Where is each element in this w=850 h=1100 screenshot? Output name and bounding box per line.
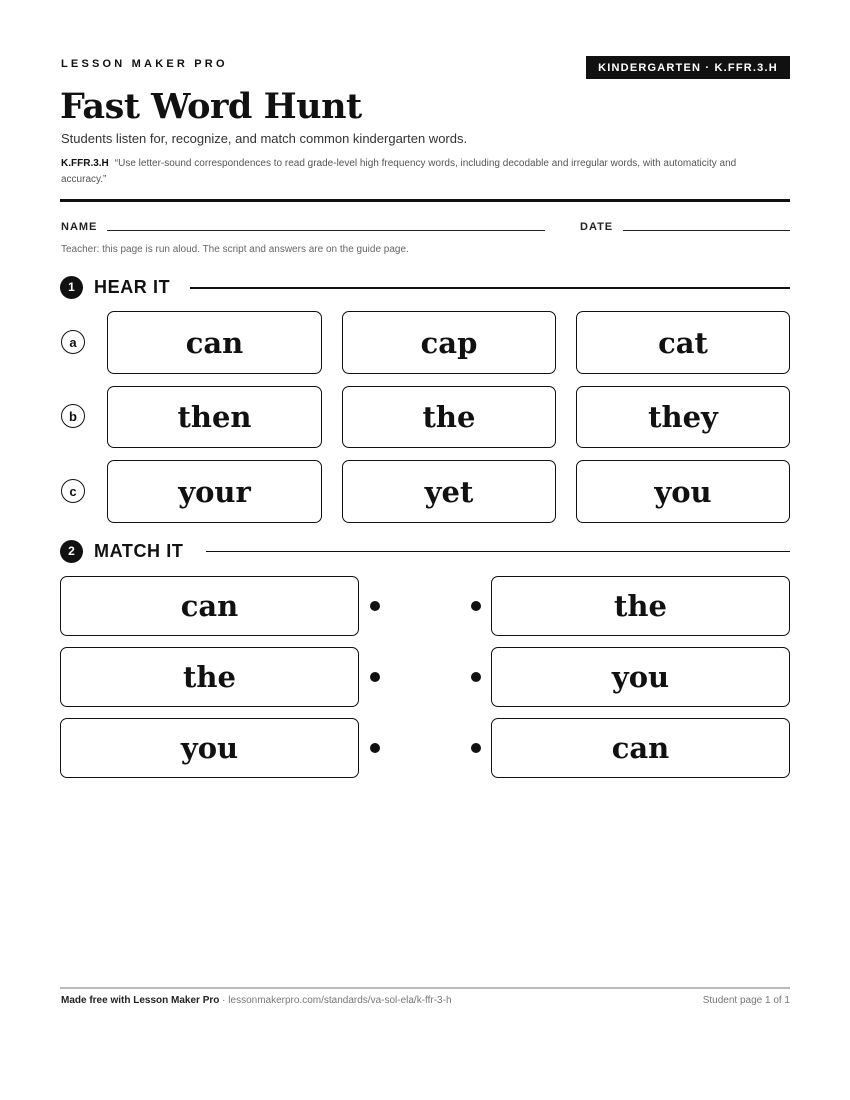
- footer-url[interactable]: lessonmakerpro.com/standards/va-sol-ela/k-ffr-3-h: [228, 995, 452, 1006]
- word-card-c3[interactable]: you: [576, 460, 790, 523]
- footer-divider: [60, 987, 790, 989]
- footer-credit: [61, 995, 452, 1006]
- section-divider: [190, 287, 790, 289]
- footer-separator: ·: [219, 995, 229, 1006]
- section-number-badge: 1: [60, 276, 83, 299]
- section-divider: [206, 551, 790, 552]
- match-left-dot-3[interactable]: [370, 743, 380, 753]
- row-letter-b: b: [61, 404, 85, 428]
- match-left-card-1[interactable]: can: [60, 576, 359, 636]
- match-right-dot-3[interactable]: [471, 743, 481, 753]
- match-left-card-3[interactable]: you: [60, 718, 359, 778]
- brand-name: LESSON MAKER PRO: [61, 58, 228, 70]
- match-right-card-3[interactable]: can: [491, 718, 790, 778]
- name-field[interactable]: [107, 230, 545, 231]
- section-title: MATCH IT: [94, 540, 184, 561]
- teacher-note: Teacher: this page is run aloud. The script and answers are on the guide page.: [61, 244, 409, 255]
- footer-made-with: Made free with Lesson Maker Pro: [61, 995, 220, 1006]
- word-card-a3[interactable]: cat: [576, 311, 790, 374]
- match-right-dot-1[interactable]: [471, 601, 481, 611]
- page-title: Fast Word Hunt: [60, 86, 362, 127]
- grade-badge: KINDERGARTEN · K.FFR.3.H: [586, 56, 790, 79]
- header-divider: [60, 199, 790, 202]
- standard-text: “Use letter-sound correspondences to read grade-level high frequency words, including decodable and irregular words, with automaticity and accuracy.”: [61, 158, 737, 185]
- match-right-card-1[interactable]: the: [491, 576, 790, 636]
- section-hear-it-header: [60, 274, 170, 300]
- section-number-badge: 2: [60, 540, 83, 563]
- word-card-c2[interactable]: yet: [342, 460, 556, 523]
- match-left-card-2[interactable]: the: [60, 647, 359, 707]
- match-left-dot-1[interactable]: [370, 601, 380, 611]
- section-match-it-header: [60, 538, 183, 564]
- match-right-dot-2[interactable]: [471, 672, 481, 682]
- page-subtitle: Students listen for, recognize, and match common kindergarten words.: [61, 131, 468, 146]
- word-card-a2[interactable]: cap: [342, 311, 556, 374]
- word-card-b3[interactable]: they: [576, 386, 790, 448]
- footer-page-number: Student page 1 of 1: [702, 995, 790, 1006]
- row-letter-a: a: [61, 330, 85, 354]
- standard-description: [61, 156, 781, 188]
- word-card-a1[interactable]: can: [107, 311, 322, 374]
- date-label: DATE: [580, 221, 614, 233]
- date-field[interactable]: [623, 230, 790, 231]
- row-letter-c: c: [61, 479, 85, 503]
- name-label: NAME: [61, 221, 98, 233]
- match-left-dot-2[interactable]: [370, 672, 380, 682]
- section-title: HEAR IT: [94, 276, 171, 297]
- standard-code: K.FFR.3.H: [61, 158, 109, 169]
- word-card-c1[interactable]: your: [107, 460, 322, 523]
- word-card-b2[interactable]: the: [342, 386, 556, 448]
- match-right-card-2[interactable]: you: [491, 647, 790, 707]
- word-card-b1[interactable]: then: [107, 386, 322, 448]
